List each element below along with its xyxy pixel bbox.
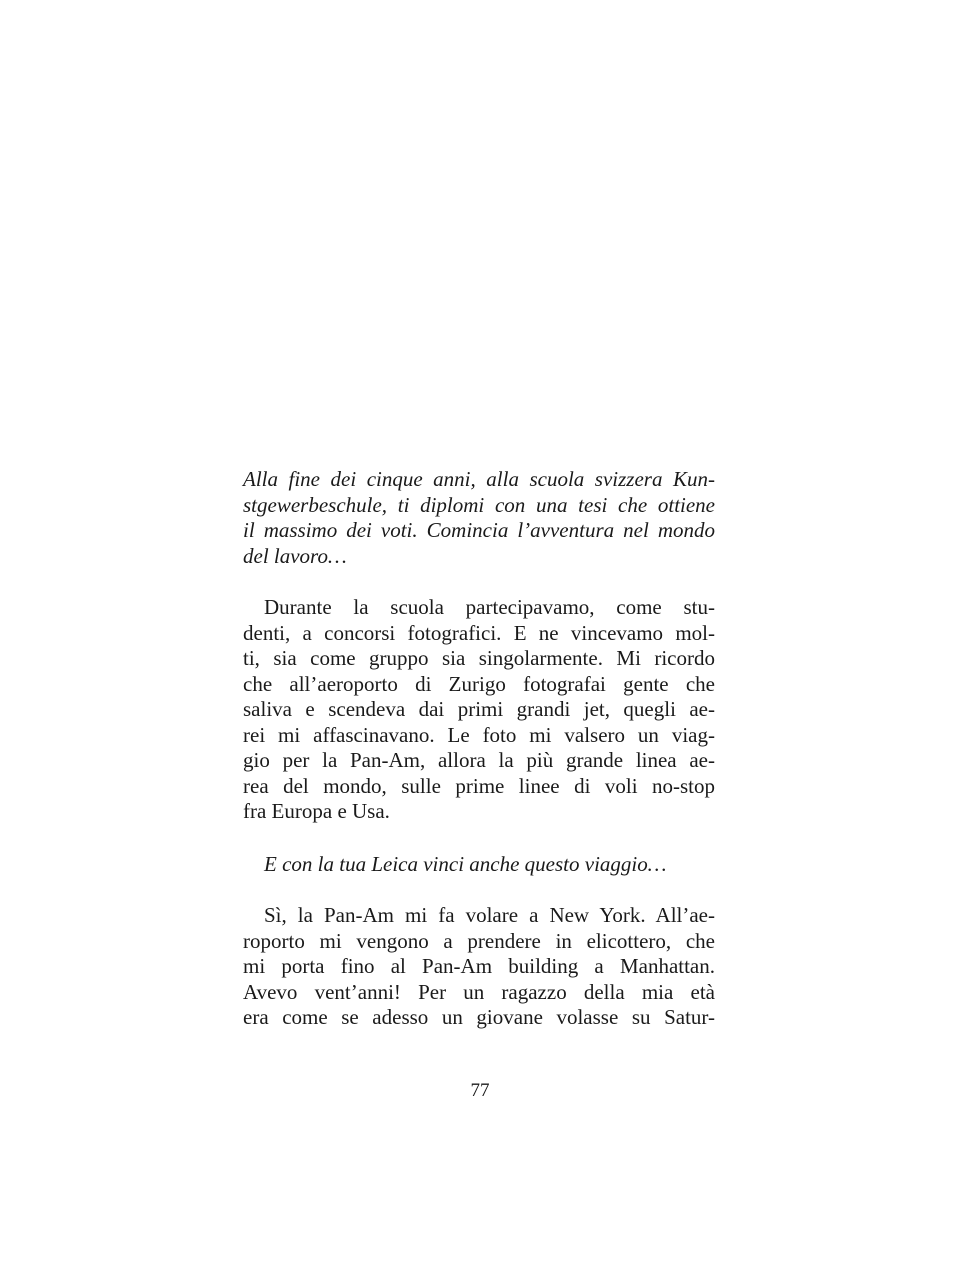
text-line: mi porta fino al Pan-Am building a Manhattan. [243, 954, 715, 978]
text-line: il massimo dei voti. Comincia l’avventura nel mondo [243, 518, 715, 542]
text-line: Sì, la Pan-Am mi fa volare a New York. All’ae- [264, 903, 715, 927]
interview-answer-1 [243, 595, 715, 825]
interview-question-2 [243, 852, 715, 878]
page-number: 77 [470, 1080, 490, 1101]
text-line: gio per la Pan-Am, allora la più grande linea ae- [243, 748, 715, 772]
text-line: fra Europa e Usa. [243, 799, 390, 823]
text-line: Durante la scuola partecipavamo, come stu- [264, 595, 715, 619]
text-line: era come se adesso un giovane volasse su Satur- [243, 1005, 715, 1029]
text-line: che all’aeroporto di Zurigo fotografai gente che [243, 671, 715, 696]
text-line: Alla fine dei cinque anni, alla scuola svizzera Kun- [243, 467, 715, 491]
text-line: saliva e scendeva dai primi grandi jet, quegli ae- [243, 697, 715, 721]
interview-answer-2 [243, 903, 715, 1031]
text-line: E con la tua Leica vinci anche questo viaggio… [264, 852, 667, 876]
text-line: del lavoro… [243, 543, 347, 568]
text-line: rea del mondo, sulle prime linee di voli no-stop [243, 773, 715, 798]
interview-question-1 [243, 467, 715, 569]
text-line: ti, sia come gruppo sia singolarmente. Mi ricordo [243, 646, 715, 670]
text-line: rei mi affascinavano. Le foto mi valsero un viag- [243, 722, 715, 747]
text-line: Avevo vent’anni! Per un ragazzo della mia età [243, 979, 715, 1004]
text-line: stgewerbeschule, ti diplomi con una tesi che ottiene [243, 492, 715, 517]
text-line: denti, a concorsi fotografici. E ne vincevamo mol- [243, 620, 715, 645]
text-line: roporto mi vengono a prendere in elicottero, che [243, 928, 715, 953]
